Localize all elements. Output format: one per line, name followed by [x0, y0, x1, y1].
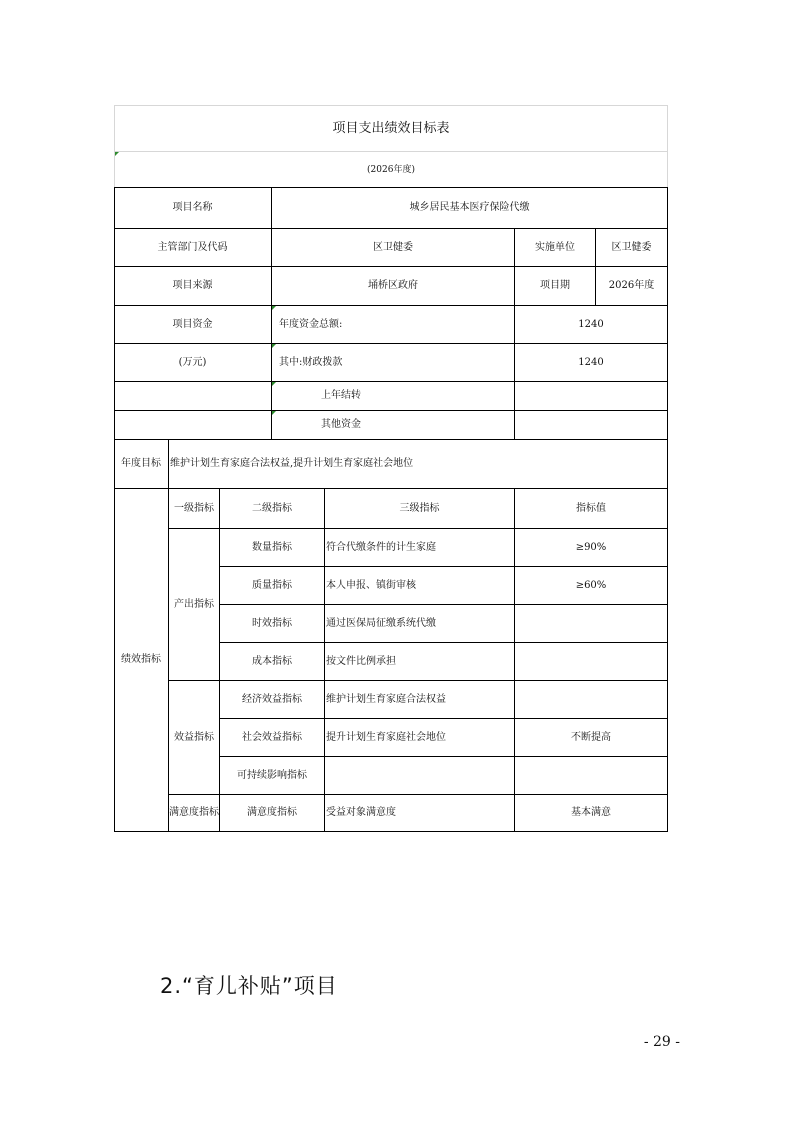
- cell-marker-icon: [272, 382, 276, 386]
- other-funds-label: 其他资金: [321, 419, 361, 430]
- table-title: 项目支出绩效目标表: [332, 120, 450, 136]
- page-number: - 29 -: [643, 1034, 680, 1050]
- level2-cell: 满意度指标: [247, 807, 297, 818]
- value-cell: 基本满意: [571, 807, 611, 818]
- satisfaction-indicator-label: 满意度指标: [169, 807, 219, 818]
- level3-cell: 本人申报、镇街审核: [326, 579, 416, 591]
- project-name-value: 城乡居民基本医疗保险代缴: [409, 202, 530, 213]
- level3-cell: 通过医保局征缴系统代缴: [326, 617, 436, 629]
- dept-label: 主管部门及代码: [157, 241, 228, 253]
- level2-cell: 时效指标: [252, 617, 292, 629]
- section-heading: 2.“育儿补贴”项目: [160, 974, 338, 998]
- period-label: 项目期: [540, 280, 570, 291]
- value-cell: ≥90%: [575, 541, 607, 553]
- value-cell: [515, 681, 667, 718]
- col-level1-header: 一级指标: [174, 502, 214, 514]
- source-label: 项目来源: [172, 280, 213, 291]
- cell-marker-icon: [272, 306, 276, 310]
- level2-cell: 经济效益指标: [242, 693, 302, 705]
- project-name-label: 项目名称: [172, 202, 213, 213]
- level3-cell: 提升计划生育家庭社会地位: [326, 731, 446, 743]
- source-value: 埇桥区政府: [368, 280, 418, 291]
- table-year: (2026年度): [367, 164, 415, 175]
- period-value: 2026年度: [608, 280, 655, 291]
- value-cell: [515, 643, 667, 680]
- col-level2-header: 二级指标: [252, 502, 292, 514]
- col-level3-header: 三级指标: [399, 502, 440, 514]
- value-cell: [515, 605, 667, 642]
- value-cell: 不断提高: [571, 731, 611, 743]
- level2-cell: 成本指标: [252, 655, 292, 667]
- value-cell: [515, 757, 667, 794]
- level3-cell: 受益对象满意度: [326, 807, 396, 818]
- value-cell: ≥60%: [575, 579, 607, 591]
- funds-label: 项目资金: [172, 318, 213, 330]
- level3-cell: 符合代缴条件的计生家庭: [326, 541, 436, 553]
- output-indicator-label: 产出指标: [174, 598, 214, 610]
- total-funds-value: 1240: [578, 318, 604, 330]
- level3-cell: [326, 757, 514, 794]
- dept-value: 区卫健委: [373, 241, 413, 253]
- col-value-header: 指标值: [576, 502, 606, 514]
- carryover-label: 上年结转: [321, 390, 361, 401]
- level2-cell: 社会效益指标: [242, 731, 302, 743]
- cell-marker-icon: [272, 411, 276, 415]
- level3-cell: 维护计划生育家庭合法权益: [326, 693, 446, 705]
- fiscal-value: 1240: [578, 356, 604, 368]
- level2-cell: 质量指标: [252, 579, 292, 591]
- impl-unit-label: 实施单位: [535, 241, 575, 253]
- level3-cell: 按文件比例承担: [326, 655, 396, 667]
- impl-unit-value: 区卫健委: [611, 241, 652, 253]
- total-funds-label: 年度资金总额:: [279, 318, 343, 330]
- funds-unit-label: (万元): [178, 356, 207, 368]
- annual-goal-label: 年度目标: [121, 458, 161, 469]
- fiscal-label: 其中:财政拨款: [279, 356, 343, 368]
- benefit-indicator-label: 效益指标: [174, 731, 214, 743]
- annual-goal-value: 维护计划生育家庭合法权益,提升计划生育家庭社会地位: [170, 458, 414, 469]
- level2-cell: 数量指标: [252, 541, 292, 553]
- level2-cell: 可持续影响指标: [237, 769, 307, 781]
- perf-label: 绩效指标: [121, 654, 161, 665]
- cell-marker-icon: [272, 344, 276, 348]
